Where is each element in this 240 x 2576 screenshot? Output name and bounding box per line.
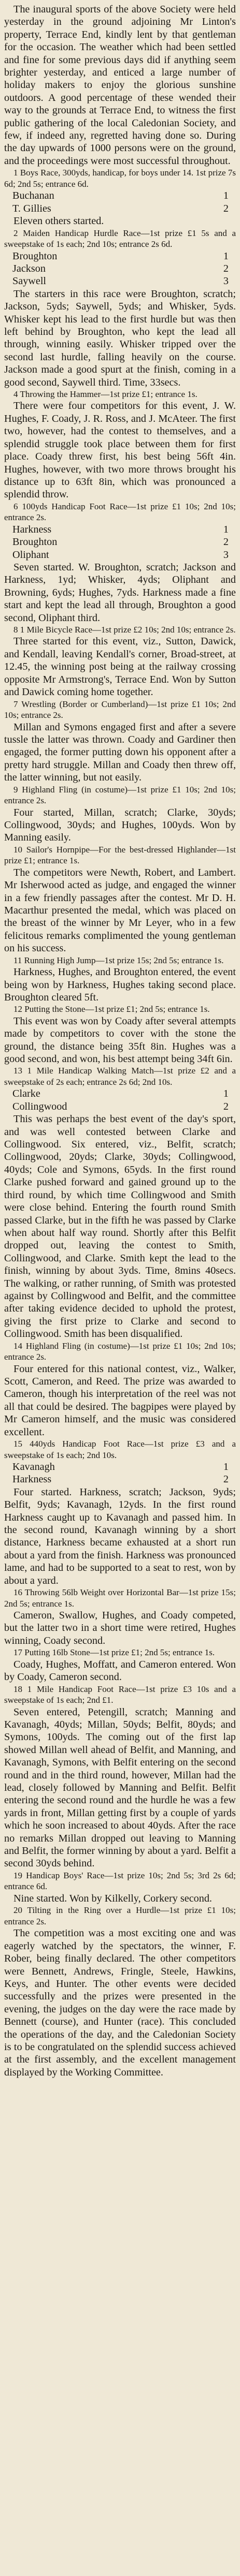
results-table — [4, 1461, 236, 1486]
event-heading: 2 Maiden Handicap Hurdle Race—1st prize £1 5s and a sweepstake of 1s each; 2nd 10s; entrance 2s 6d. — [4, 228, 236, 249]
competitor-name: Broughton — [12, 536, 58, 548]
event-heading: 7 Wrestling (Border or Cumberland)—1st prize £1 10s; 2nd 10s; entrance 2s. — [4, 699, 236, 720]
report-paragraph: The starters in this race were Broughton, scratch; Jackson, 5yds; Saywell, 5yds; and Whisker, 5yds. Whisker kept his lead to the first hurdle but was then left behind by Broughton, who kept the lead all through, winning easily. Whisker tripped over the second last hurdle, falling heavily on the course. Jackson made a good spurt at the finish, coming in a good second, Saywell third. Time, 33secs. — [4, 288, 236, 388]
event-heading: 14 Highland Fling (in costume)—1st prize £1 10s; 2nd 10s; entrance 2s. — [4, 1341, 236, 1362]
finishing-place: 1 — [223, 523, 229, 535]
results-table — [4, 523, 236, 561]
competitor-name: Collingwood — [12, 1100, 67, 1112]
finishing-place: 2 — [223, 262, 229, 274]
result-row — [4, 262, 236, 275]
event-heading: 4 Throwing the Hammer—1st prize £1; entrance 1s. — [13, 389, 197, 399]
report-paragraph: Seven started. W. Broughton, scratch; Jackson and Harkness, 1yd; Whisker, 4yds; Oliphant and Browning, 6yds; Hughes, 7yds. Harkness made a fine start and kept the lead all through, Broughton a good second, Oliphant third. — [4, 561, 236, 624]
finishing-place: 3 — [223, 549, 229, 561]
report-paragraph: Eleven others started. — [13, 215, 104, 227]
results-table — [4, 189, 236, 215]
event-heading: 20 Tilting in the Ring over a Hurdle—1st prize £1 10s; entrance 2s. — [4, 1905, 236, 1926]
competitor-name: Jackson — [12, 262, 46, 274]
finishing-place: 1 — [223, 1088, 229, 1100]
competitor-name: Saywell — [12, 275, 47, 287]
report-paragraph: This event was won by Coady after several attempts made by competitors to cover with the stone the ground, the distance being 35ft 8in. Hughes was a good second, and won, his best attempt being 34ft 6in. — [4, 1015, 236, 1065]
result-row — [4, 523, 236, 536]
event-heading: 18 1 Mile Handicap Foot Race—1st prize £3 10s and a sweepstake of 1s each; 2nd £1. — [4, 1684, 236, 1705]
report-paragraph: Harkness, Hughes, and Broughton entered, the event being won by Harkness, Hughes taking second place. Broughton cleared 5ft. — [4, 966, 236, 1003]
report-paragraph: Four started. Harkness, scratch; Jackson, 9yds; Belfit, 9yds; Kavanagh, 12yds. In the first round Harkness caught up to Kavanagh and passed him. In the second round, Kavanagh winning by a short distance, Harkness became exhausted at a short run about a yard from the finish. Harkness was pronounced lame, and had to be supported to a seat to rest, won by about a yard. — [4, 1486, 236, 1586]
finishing-place: 3 — [223, 275, 229, 287]
competitor-name: Harkness — [12, 1474, 52, 1485]
finishing-place: 1 — [223, 250, 229, 262]
event-heading: 13 1 Mile Handicap Walking Match—1st prize £2 and a sweepstake of 2s each; entrance 2s 6d; 2nd 10s. — [4, 1066, 236, 1087]
event-heading: 11 Running High Jump—1st prize 15s; 2nd 5s; entrance 1s. — [13, 955, 224, 965]
report-paragraph: Coady, Hughes, Moffatt, and Cameron entered. Won by Coady, Cameron second. — [4, 1658, 236, 1683]
finishing-place: 2 — [223, 1474, 229, 1485]
event-heading: 8 1 Mile Bicycle Race—1st prize £2 10s; 2nd 10s; entrance 2s. — [13, 624, 236, 635]
finishing-place: 1 — [223, 1461, 229, 1473]
result-row — [4, 549, 236, 561]
report-paragraph: The inaugural sports of the above Society were held yesterday in the ground adjoining Mr Linton's property, Terrace End, kindly lent by that gentleman for the occasion. The weather which had been settled and fine for some previous days did if anything seem brighter yesterday, and enticed a large number of holiday makers to enjoy the glorious sunshine outdoors. A good percentage of these wended their way to the grounds at Terrace End, to witness the first public gathering of the local Caledonian Society, and few, if indeed any, regretted having done so. During the day upwards of 1000 persons were on the ground, and the proceedings were most successful throughout. — [4, 4, 236, 167]
report-paragraph: This was perhaps the best event of the day's sport, and was well contested between Clarke and Collingwood. Six entered, viz., Belfit, scratch; Collingwood, 20yds; Clarke, 30yds; Collingwood, 40yds; Cole and Symons, 65yds. In the first round Clarke pushed forward and gained ground up to the third round, by which time Collingwood and Smith were close behind. Entering the fourth round Smith passed Clarke, but in the fifth he was passed by Clarke when about half way round. Shortly after this Belfit dropped out, leaving the contest to Smith, Collingwood, and Clarke. Smith kept the lead to the finish, winning by about 3yds. Time, 8mins 40secs. The walking, or rather running, of Smith was protested against by Collingwood and Belfit, and the committee after taking evidence decided to uphold the protest, giving the first prize to Clarke and second to Collingwood. Smith has been disqualified. — [4, 1113, 236, 1340]
competitor-name: Harkness — [12, 523, 52, 535]
results-table — [4, 1087, 236, 1113]
event-heading: 16 Throwing 56lb Weight over Horizontal Bar—1st prize 15s; 2nd 5s; entrance 1s. — [4, 1587, 236, 1609]
report-paragraph: Four entered for this national contest, viz., Walker, Scott, Cameron, and Reed. The prize was awarded to Cameron, though his interpretation of the reel was not all that could be desired. The bagpipes were played by Mr Cameron himself, and the music was considered excellent. — [4, 1363, 236, 1438]
result-row — [4, 202, 236, 215]
result-row — [4, 1473, 236, 1485]
result-row — [4, 1087, 236, 1100]
results-table — [4, 250, 236, 288]
result-row — [4, 1461, 236, 1473]
report-paragraph: Nine started. Won by Kilkelly, Corkery second. — [13, 1892, 212, 1904]
competitor-name: Kavanagh — [12, 1461, 55, 1473]
report-paragraph: Cameron, Swallow, Hughes, and Coady competed, but the latter two in a short time were retired, Hughes winning, Coady second. — [4, 1610, 236, 1646]
event-heading: 1 Boys Race, 300yds, handicap, for boys under 14. 1st prize 7s 6d; 2nd 5s; entrance 6d. — [4, 168, 236, 189]
event-heading: 9 Highland Fling (in costume)—1st prize £1 10s; 2nd 10s; entrance 2s. — [4, 784, 236, 806]
report-paragraph: Four started, Millan, scratch; Clarke, 30yds; Collingwood, 30yds; and Hughes, 100yds. Won by Manning easily. — [4, 806, 236, 844]
competitor-name: Oliphant — [12, 549, 49, 561]
competitor-name: T. Gillies — [12, 202, 51, 214]
report-paragraph: The competitors were Newth, Robert, and Lambert. Mr Isherwood acted as judge, and engaged the winner in a few friendly passages after the contest. Mr D. H. Macarthur presented the medal, which was placed on the breast of the winner by Mr Leyer, who in a few felicitous remarks complimented the young gentleman on his success. — [4, 866, 236, 954]
report-paragraph: Seven entered, Petengill, scratch; Manning and Kavanagh, 40yds; Millan, 50yds; Belfit, 80yds; and Symons, 100yds. The coming out of the first lap showed Millan well ahead of Belfit, and Manning, and Kavanagh, Symons, with Belfit entering on the second round and in the third round, however, Millan had the lead, closely followed by Manning and Belfit. Belfit entering the second round and the hurdle he was a few yards in front, Millan getting first by a couple of yards which he soon increased to about 40yds. After the race no remarks Millan dropped out leaving to Manning and Belfit, the former winning by about a yard. Belfit a second 30yds behind. — [4, 1706, 236, 1870]
competitor-name: Buchanan — [12, 190, 54, 202]
finishing-place: 2 — [223, 1100, 229, 1112]
event-heading: 12 Putting the Stone—1st prize £1; 2nd 5s; entrance 1s. — [13, 1004, 210, 1014]
report-paragraph: The competition was a most exciting one and was eagerly watched by the spectators, the winner, F. Rober, being finally declared. The other competitors were Bennett, Andrews, Fringle, Steele, Hawkins, Keys, and Hunter. The other events were decided successfully and the prizes were presented in the evening, the judges on the day were the race made by Bennett (course), and Hunter (race). This concluded the operations of the day, and the Caledonian Society is to be congratulated on the splendid success achieved at the first assembly, and the excellent management displayed by the Working Committee. — [4, 1927, 236, 2078]
result-row — [4, 1100, 236, 1113]
result-row — [4, 536, 236, 548]
result-row — [4, 250, 236, 262]
finishing-place: 2 — [223, 202, 229, 214]
event-heading: 6 100yds Handicap Foot Race—1st prize £1 10s; 2nd 10s; entrance 2s. — [4, 501, 236, 523]
event-heading: 19 Handicap Boys' Race—1st prize 10s; 2nd 5s; 3rd 2s 6d; entrance 6d. — [4, 1870, 236, 1892]
event-heading: 15 440yds Handicap Foot Race—1st prize £3 and a sweepstake of 1s each; 2nd 10s. — [4, 1439, 236, 1460]
event-heading: 17 Putting 16lb Stone—1st prize £1; 2nd 5s; entrance 1s. — [13, 1647, 215, 1658]
report-paragraph: There were four competitors for this event, J. W. Hughes, F. Coady, J. R. Ross, and J. McAteer. The first two, however, had the contest to themselves, and a splendid struggle took place between them for first place. Coady threw first, his best being 56ft 4in. Hughes, however, with two more throws brought his distance up to 63ft 8in, which was pronounced a splendid throw. — [4, 400, 236, 501]
report-paragraph: Three started for this event, viz., Sutton, Dawick, and Kendall, leaving Kendall's corner, Broad-street, at 12.45, the winning post being at the railway crossing opposite Mr Armstrong's, Terrace End. Won by Sutton and Dawick coming home together. — [4, 636, 236, 698]
event-heading: 10 Sailor's Hornpipe—For the best-dressed Highlander—1st prize £1; entrance 1s. — [4, 844, 236, 866]
report-paragraph: Millan and Symons engaged first and after a severe tussle the latter was thrown. Coady and Gardiner then engaged, the former putting down his opponent after a pretty hard struggle. Millan and Coady then threw off, the latter winning, but not easily. — [4, 721, 236, 784]
competitor-name: Broughton — [12, 250, 58, 262]
finishing-place: 1 — [223, 190, 229, 202]
competitor-name: Clarke — [12, 1088, 40, 1100]
result-row — [4, 189, 236, 202]
result-row — [4, 275, 236, 287]
finishing-place: 2 — [223, 536, 229, 548]
